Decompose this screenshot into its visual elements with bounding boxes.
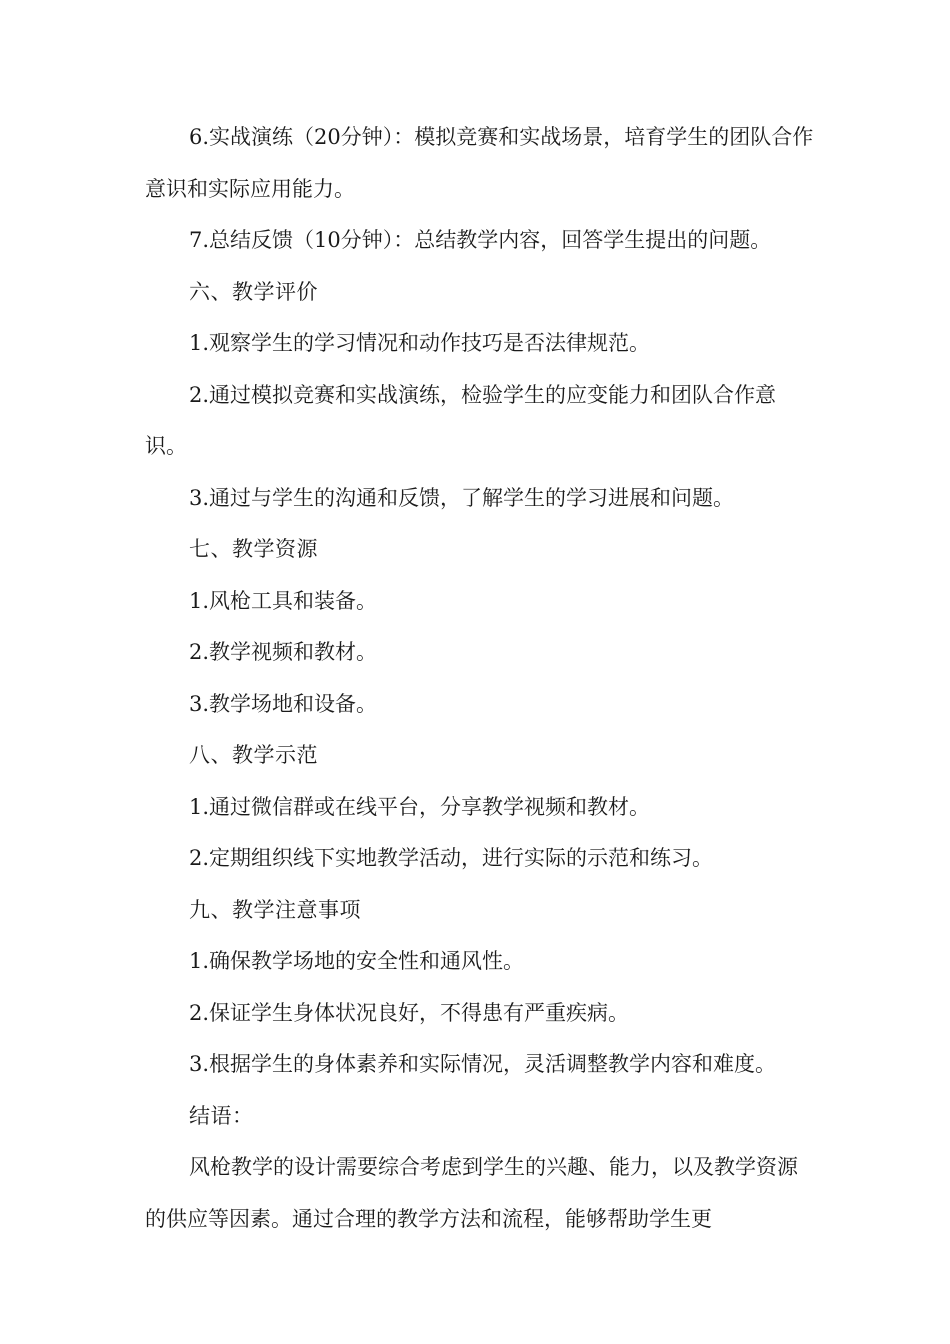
document-body — [145, 112, 815, 1245]
section-heading-precautions: 九、教学注意事项 — [189, 897, 361, 922]
list-item: 1.确保教学场地的安全性和通风性。 — [189, 949, 525, 973]
list-item: 2.保证学生身体状况良好，不得患有严重疾病。 — [189, 1000, 630, 1025]
list-item: 2.定期组织线下实地教学活动，进行实际的示范和练习。 — [189, 846, 714, 870]
list-item: 3.教学场地和设备。 — [189, 691, 378, 716]
paragraph-conclusion: 风枪教学的设计需要综合考虑到学生的兴趣、能力，以及教学资源的供应等因素。通过合理的教学方法和流程，能够帮助学生更 — [145, 1155, 798, 1231]
paragraph-summary-feedback: 7.总结反馈（10分钟）：总结教学内容，回答学生提出的问题。 — [189, 228, 772, 252]
paragraph-practice-drill: 6.实战演练（20分钟）：模拟竞赛和实战场景，培育学生的团队合作意识和实际应用能力。 — [145, 125, 814, 201]
list-item: 1.通过微信群或在线平台，分享教学视频和教材。 — [189, 794, 651, 819]
section-heading-evaluation: 六、教学评价 — [189, 279, 318, 304]
section-heading-conclusion: 结语： — [189, 1103, 254, 1128]
list-item: 2.通过模拟竞赛和实战演练，检验学生的应变能力和团队合作意识。 — [145, 382, 777, 458]
list-item: 1.观察学生的学习情况和动作技巧是否法律规范。 — [189, 331, 651, 355]
section-heading-demonstration: 八、教学示范 — [189, 743, 318, 767]
list-item: 2.教学视频和教材。 — [189, 640, 378, 664]
list-item: 1.风枪工具和装备。 — [189, 588, 378, 613]
section-heading-resources: 七、教学资源 — [189, 537, 318, 561]
list-item: 3.根据学生的身体素养和实际情况，灵活调整教学内容和难度。 — [189, 1052, 777, 1076]
list-item: 3.通过与学生的沟通和反馈，了解学生的学习进展和问题。 — [189, 485, 735, 510]
